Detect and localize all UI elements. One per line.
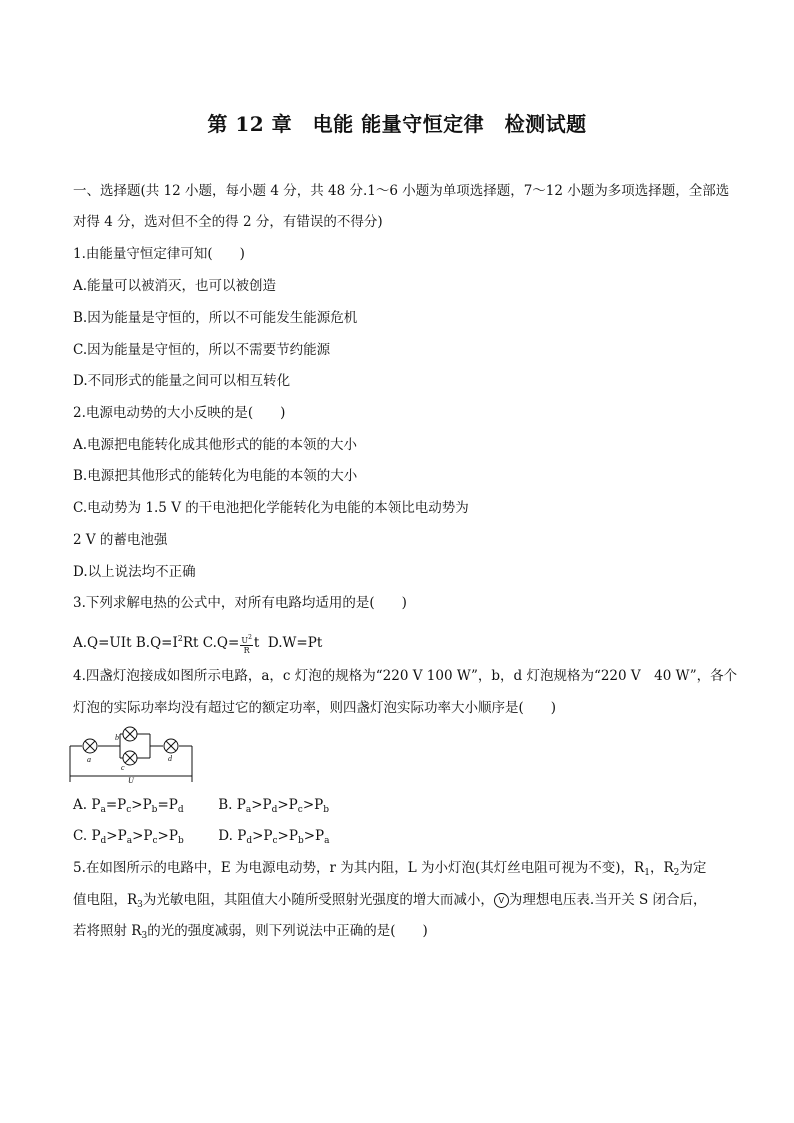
section-header-line-1: 一、选择题(共 12 小题，每小题 4 分，共 48 分.1～6 小题为单项选择题，7～12 小题为多项选择题，全部选 [73,183,730,199]
q1-option-d: D.不同形式的能量之间可以相互转化 [73,373,291,389]
q4-options-row-1 [73,796,329,819]
lamp-a-icon [83,739,97,753]
q3-fraction: $\frac{U^2}{R}$ [241,633,252,655]
voltmeter-icon: V [494,893,509,908]
section-header-line-2: 对得 4 分，选对但不全的得 2 分，有错误的不得分) [73,214,383,230]
q4-stem-line-2: 灯泡的实际功率均没有超过它的额定功率，则四盏灯泡实际功率大小顺序是( ) [73,700,557,716]
q4-options-row-2 [73,827,330,850]
q2-option-a: A.电源把电能转化成其他形式的能的本领的大小 [73,437,358,453]
q4-stem-line-1: 4.四盏灯泡接成如图所示电路，a，c 灯泡的规格为“220 V 100 W”，b，d 灯泡规格为“220 V 40 W”，各个 [73,668,738,684]
q1-option-c: C.因为能量是守恒的，所以不需要节约能源 [73,342,331,358]
q3-stem: 3.下列求解电热的公式中，对所有电路均适用的是( ) [73,595,407,611]
label-b: b [115,733,119,742]
q2-option-d: D.以上说法均不正确 [73,564,196,580]
q2-option-b: B.电源把其他形式的能转化为电能的本领的大小 [73,468,358,484]
lamp-b-icon [123,727,137,741]
q3-option-b: $B.Q=I^2Rt$ [135,634,199,651]
q4-option-b: B. $P_a>P_d>P_c>P_b$ [218,797,329,815]
q5-stem-line-1: 5.在如图所示的电路中，E 为电源电动势，r 为其内阻，L 为小灯泡(其灯丝电阻可视为不变)，$R_1$，$R_2$为定 [73,860,707,878]
q4-option-d: D. $P_d>P_c>P_b>P_a$ [218,828,330,846]
label-c: c [121,763,125,772]
q3-option-a: A.Q=UIt [73,635,132,651]
q3-option-c: C.Q= $\frac{U^2}{R}$ t [202,633,260,655]
q4-option-a: A. $P_a=P_c>P_b=P_d$ [73,797,184,815]
label-u: U [128,776,134,785]
q1-stem: 1.由能量守恒定律可知( ) [73,246,245,262]
q1-option-b: B.因为能量是守恒的，所以不可能发生能源危机 [73,310,358,326]
q1-option-a: A.能量可以被消灭，也可以被创造 [73,278,277,294]
q2-option-c-line-1: C.电动势为 1.5 V 的干电池把化学能转化为电能的本领比电动势为 [73,500,469,516]
q5-stem-line-3: 若将照射 $R_3$的光的强度减弱，则下列说法中正确的是( ) [73,923,428,941]
q3-options [73,630,322,655]
q5-stem-line-2: 值电阻，$R_3$为光敏电阻，其阻值大小随所受照射光强度的增大而减小， V 为理想电压表.当开关 S 闭合后， [73,892,707,910]
q2-stem: 2.电源电动势的大小反映的是( ) [73,405,286,421]
label-a: a [87,755,91,764]
q4-option-c: C. $P_d>P_a>P_c>P_b$ [73,828,184,846]
q2-option-c-line-2: 2 V 的蓄电池强 [73,532,168,548]
q4-circuit-diagram [68,724,198,786]
q3-option-d: D.W=Pt [267,635,323,651]
lamp-c-icon [123,751,137,765]
label-d: d [168,754,172,763]
page-title: 第 12 章 电能 能量守恒定律 检测试题 [207,112,587,136]
lamp-d-icon [164,739,178,753]
